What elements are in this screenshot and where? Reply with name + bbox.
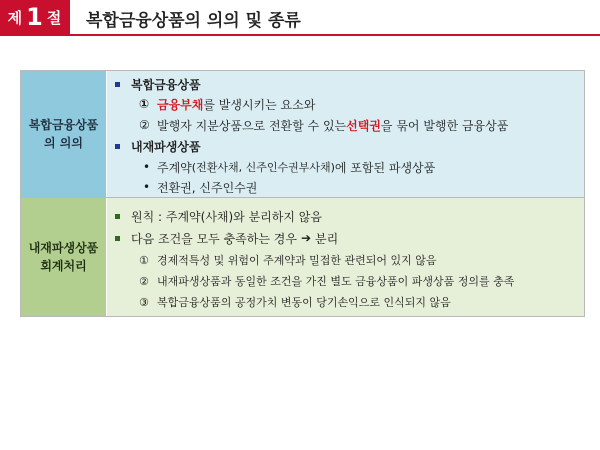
list-item (139, 272, 514, 290)
item-title: 내재파생상품 (131, 139, 201, 154)
dot-bullet: • (143, 160, 151, 174)
row-content-definition (107, 71, 584, 197)
row-accounting (21, 198, 584, 316)
circled-number: ① (139, 97, 150, 111)
item-title: 복합금융상품 (131, 77, 201, 92)
list-item (143, 178, 257, 196)
badge-suffix: 절 (46, 8, 63, 27)
square-bullet-icon (115, 144, 120, 149)
list-item (139, 251, 437, 269)
list-item (139, 116, 508, 134)
chapter-badge (0, 0, 70, 34)
row-label-definition (21, 71, 106, 197)
item-text: 내재파생상품과 동일한 조건을 가진 별도 금융상품이 파생상품 정의를 충족 (157, 275, 515, 288)
badge-prefix: 제 (7, 8, 24, 27)
circled-number: ② (139, 274, 149, 288)
item-text: 원칙 : 주계약(사채)와 분리하지 않음 (131, 209, 322, 224)
list-item (115, 207, 322, 225)
circled-number: ① (139, 253, 149, 267)
item-text: 분리 (315, 231, 339, 246)
row-definition (21, 71, 584, 197)
list-item (115, 75, 201, 93)
list-item (139, 95, 315, 113)
item-text: 경제적특성 및 위험이 주계약과 밀접한 관련되어 있지 않음 (157, 254, 437, 267)
highlight-text: 선택권 (346, 118, 381, 133)
list-item (115, 137, 201, 155)
label-line1: 복합금융상품 (28, 118, 99, 132)
label-line1: 내재파생상품 (28, 241, 99, 255)
item-text: 전환권, 신주인수권 (157, 180, 258, 195)
item-text: 주계약 (157, 160, 192, 175)
page-title: 복합금융상품의 의의 및 종류 (86, 10, 301, 31)
square-bullet-icon (115, 82, 120, 87)
header-divider (0, 34, 600, 36)
list-item (139, 293, 451, 311)
square-bullet-icon (115, 236, 120, 241)
item-text: 다음 조건을 모두 충족하는 경우 (131, 231, 297, 246)
item-note: (전환사채, 신주인수권부사채) (191, 161, 335, 174)
label-line2: 회계처리 (40, 259, 87, 273)
item-text: 에 포함된 파생상품 (334, 160, 436, 175)
arrow-right-icon: ➔ (300, 231, 312, 245)
list-item (115, 229, 338, 247)
item-text: 을 묶어 발행한 금융상품 (380, 118, 509, 133)
row-label-accounting (21, 198, 106, 316)
item-text: 복합금융상품의 공정가치 변동이 당기손익으로 인식되지 않음 (157, 296, 451, 309)
list-item (143, 158, 435, 176)
circled-number: ③ (139, 295, 149, 309)
highlight-text: 금융부채 (157, 97, 204, 112)
circled-number: ② (139, 118, 150, 132)
label-line2: 의 의의 (44, 136, 83, 150)
content-table (20, 70, 585, 317)
square-bullet-icon (115, 214, 120, 219)
item-text: 를 발생시키는 요소와 (203, 97, 316, 112)
row-content-accounting (107, 198, 584, 316)
slide-header (0, 0, 600, 36)
item-text: 발행자 지분상품으로 전환할 수 있는 (157, 118, 347, 133)
dot-bullet: • (143, 180, 151, 194)
badge-number: 1 (26, 3, 44, 31)
